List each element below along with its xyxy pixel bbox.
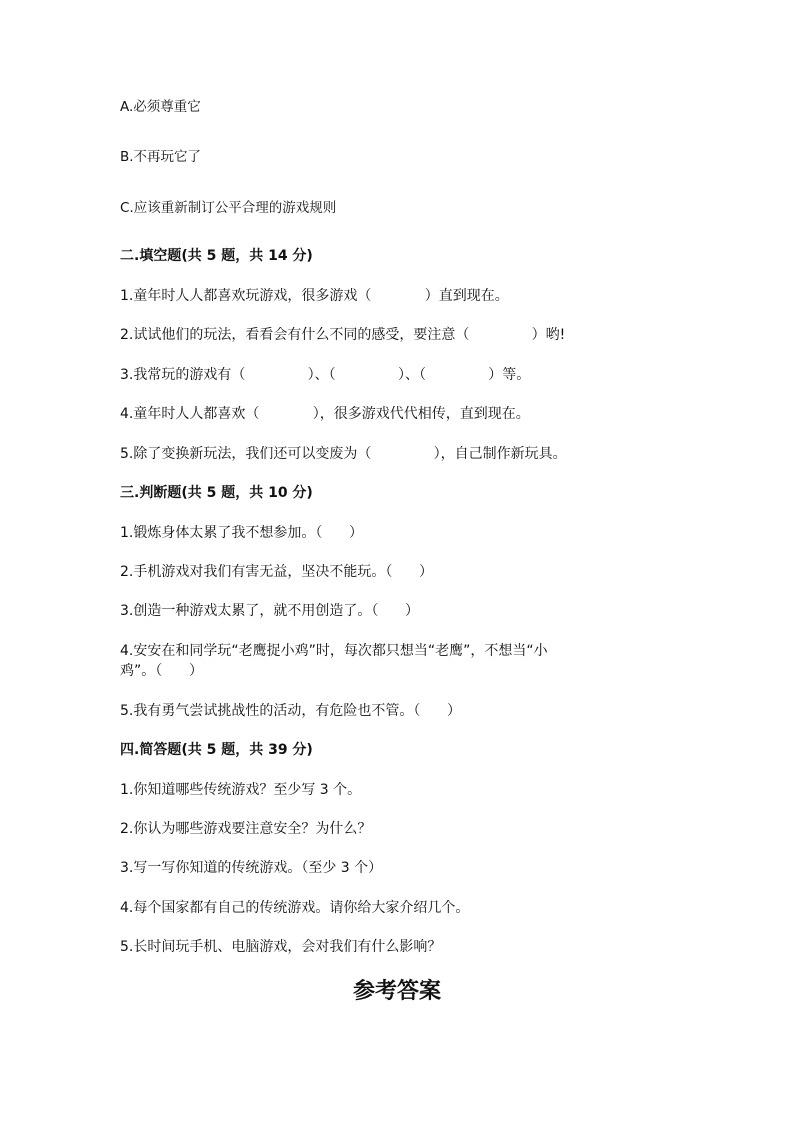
fill-question-3: 3.我常玩的游戏有（ ）、（ ）、（ ）等。: [120, 367, 531, 383]
judge-question-4-line-2: 鸡”。（ ）: [120, 663, 203, 679]
option-b: B.不再玩它了: [120, 149, 202, 165]
judge-question-5: 5.我有勇气尝试挑战性的活动，有危险也不管。（ ）: [120, 703, 462, 719]
option-a: A.必须尊重它: [120, 99, 201, 115]
fill-question-1: 1.童年时人人都喜欢玩游戏，很多游戏（ ）直到现在。: [120, 288, 509, 304]
short-section-heading: 四.简答题(共 5 题，共 39 分): [120, 742, 313, 758]
judge-question-4-line-1: 4.安安在和同学玩“老鹰捉小鸡”时，每次都只想当“老鹰”，不想当“小: [120, 643, 548, 659]
judge-section-heading: 三.判断题(共 5 题，共 10 分): [120, 485, 313, 501]
short-question-2: 2.你认为哪些游戏要注意安全？为什么？: [120, 821, 372, 837]
short-question-1: 1.你知道哪些传统游戏？至少写 3 个。: [120, 782, 362, 798]
short-question-4: 4.每个国家都有自己的传统游戏。请你给大家介绍几个。: [120, 900, 470, 916]
short-question-3: 3.写一写你知道的传统游戏。（至少 3 个）: [120, 860, 383, 876]
fill-question-2: 2.试试他们的玩法，看看会有什么不同的感受，要注意（ ）哟!: [120, 327, 566, 343]
option-c: C.应该重新制订公平合理的游戏规则: [120, 200, 337, 216]
fill-question-4: 4.童年时人人都喜欢（ ），很多游戏代代相传，直到现在。: [120, 406, 530, 422]
judge-question-3: 3.创造一种游戏太累了，就不用创造了。（ ）: [120, 603, 420, 619]
fill-section-heading: 二.填空题(共 5 题，共 14 分): [120, 248, 313, 264]
fill-question-5: 5.除了变换新玩法，我们还可以变废为（ ），自己制作新玩具。: [120, 446, 567, 462]
judge-question-2: 2.手机游戏对我们有害无益，坚决不能玩。（ ）: [120, 564, 434, 580]
short-question-5: 5.长时间玩手机、电脑游戏，会对我们有什么影响？: [120, 939, 442, 955]
judge-question-1: 1.锻炼身体太累了我不想参加。（ ）: [120, 525, 364, 541]
answer-key-title: 参考答案: [352, 978, 441, 1004]
